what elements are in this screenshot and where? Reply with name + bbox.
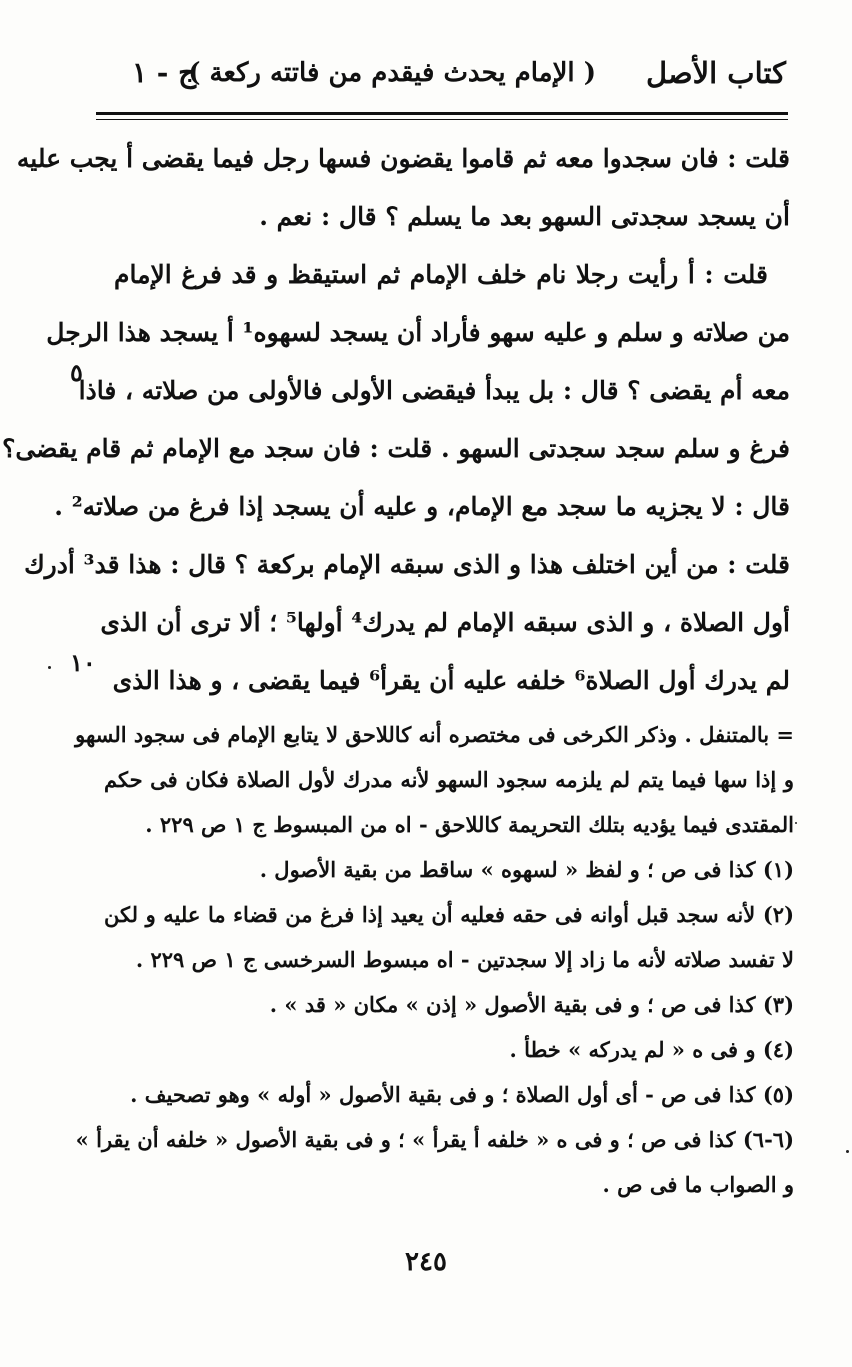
footnote-line: لا تفسد صلاته لأنه ما زاد إلا سجدتين - اه مبسوط السرخسى ج ١ ص ٢٢٩ . <box>135 947 794 972</box>
footnote-line: (٥) كذا فى ص - أى أول الصلاة ؛ و فى بقية الأصول « أوله » وهو تصحيف . <box>130 1082 794 1107</box>
chapter-title: ( الإمام يحدث فيقدم من فاتته ركعة ) <box>188 58 596 88</box>
text-line: قلت : من أين اختلف هذا و الذى سبقه الإمام بركعة ؟ قال : هذا قد³ أدرك <box>24 550 790 579</box>
text-line: قلت : فان سجدوا معه ثم قاموا يقضون فسها رجل فيما يقضى أ يجب عليه <box>16 144 790 173</box>
scan-speck <box>48 666 51 669</box>
text-line: من صلاته و سلم و عليه سهو فأراد أن يسجد لسهوه¹ أ يسجد هذا الرجل <box>46 318 790 347</box>
margin-line-number-5: ٥ <box>70 358 83 387</box>
footnote-line: (٤) و فى ه « لم يدركه » خطأ . <box>509 1037 794 1062</box>
text-line: فرغ و سلم سجد سجدتى السهو . قلت : فان سجد مع الإمام ثم قام يقضى؟ <box>2 434 790 463</box>
text-line: معه أم يقضى ؟ قال : بل يبدأ فيقضى الأولى فالأولى من صلاته ، فاذا <box>78 376 790 405</box>
text-line: أن يسجد سجدتى السهو بعد ما يسلم ؟ قال : نعم . <box>259 202 790 231</box>
text-line: قلت : أ رأيت رجلا نام خلف الإمام ثم استيقظ و قد فرغ الإمام <box>114 260 768 289</box>
page-number: ٢٤٥ <box>405 1247 447 1277</box>
footnote-line: = بالمتنفل . وذكر الكرخى فى مختصره أنه كاللاحق لا يتابع الإمام فى سجود السهو <box>75 722 794 747</box>
scan-speck <box>846 1150 849 1153</box>
text-line: لم يدرك أول الصلاة⁶ خلفه عليه أن يقرأ⁶ فيما يقضى ، و هذا الذى <box>112 666 790 695</box>
running-header <box>96 52 786 106</box>
footnote-line: (٦-٦) كذا فى ص ؛ و فى ه « خلفه أ يقرأ » ؛ و فى بقية الأصول « خلفه أن يقرأ » <box>75 1127 794 1152</box>
footnote-line: (٣) كذا فى ص ؛ و فى بقية الأصول « إذن » مكان « قد » . <box>269 992 794 1017</box>
footnote-line: و إذا سها فيما يتم لم يلزمه سجود السهو لأنه مدرك لأول الصلاة فكان فى حكم <box>104 767 794 792</box>
header-rule-thick <box>96 112 788 115</box>
text-line: أول الصلاة ، و الذى سبقه الإمام لم يدرك⁴ أولها⁵ ؛ ألا ترى أن الذى <box>100 608 790 637</box>
header-rule-thin <box>96 119 788 120</box>
footnote-line: (٢) لأنه سجد قبل أوانه فى حقه فعليه أن يعيد إذا فرغ من قضاء ما عليه و لكن <box>104 902 794 927</box>
text-line: قال : لا يجزيه ما سجد مع الإمام، و عليه أن يسجد إذا فرغ من صلاته² . <box>54 492 790 521</box>
footnote-line: و الصواب ما فى ص . <box>602 1172 794 1197</box>
footnote-line: (١) كذا فى ص ؛ و لفظ « لسهوه » ساقط من بقية الأصول . <box>259 857 794 882</box>
footnote-line: المقتدى فيما يؤديه بتلك التحريمة كاللاحق - اه من المبسوط ج ١ ص ٢٢٩ . <box>145 812 794 837</box>
margin-line-number-10: ١٠ <box>70 648 96 677</box>
book-title: كتاب الأصل <box>646 56 786 90</box>
volume-number: ج - ١ <box>132 56 197 89</box>
footnotes <box>75 712 794 1207</box>
scan-speck <box>795 822 797 824</box>
